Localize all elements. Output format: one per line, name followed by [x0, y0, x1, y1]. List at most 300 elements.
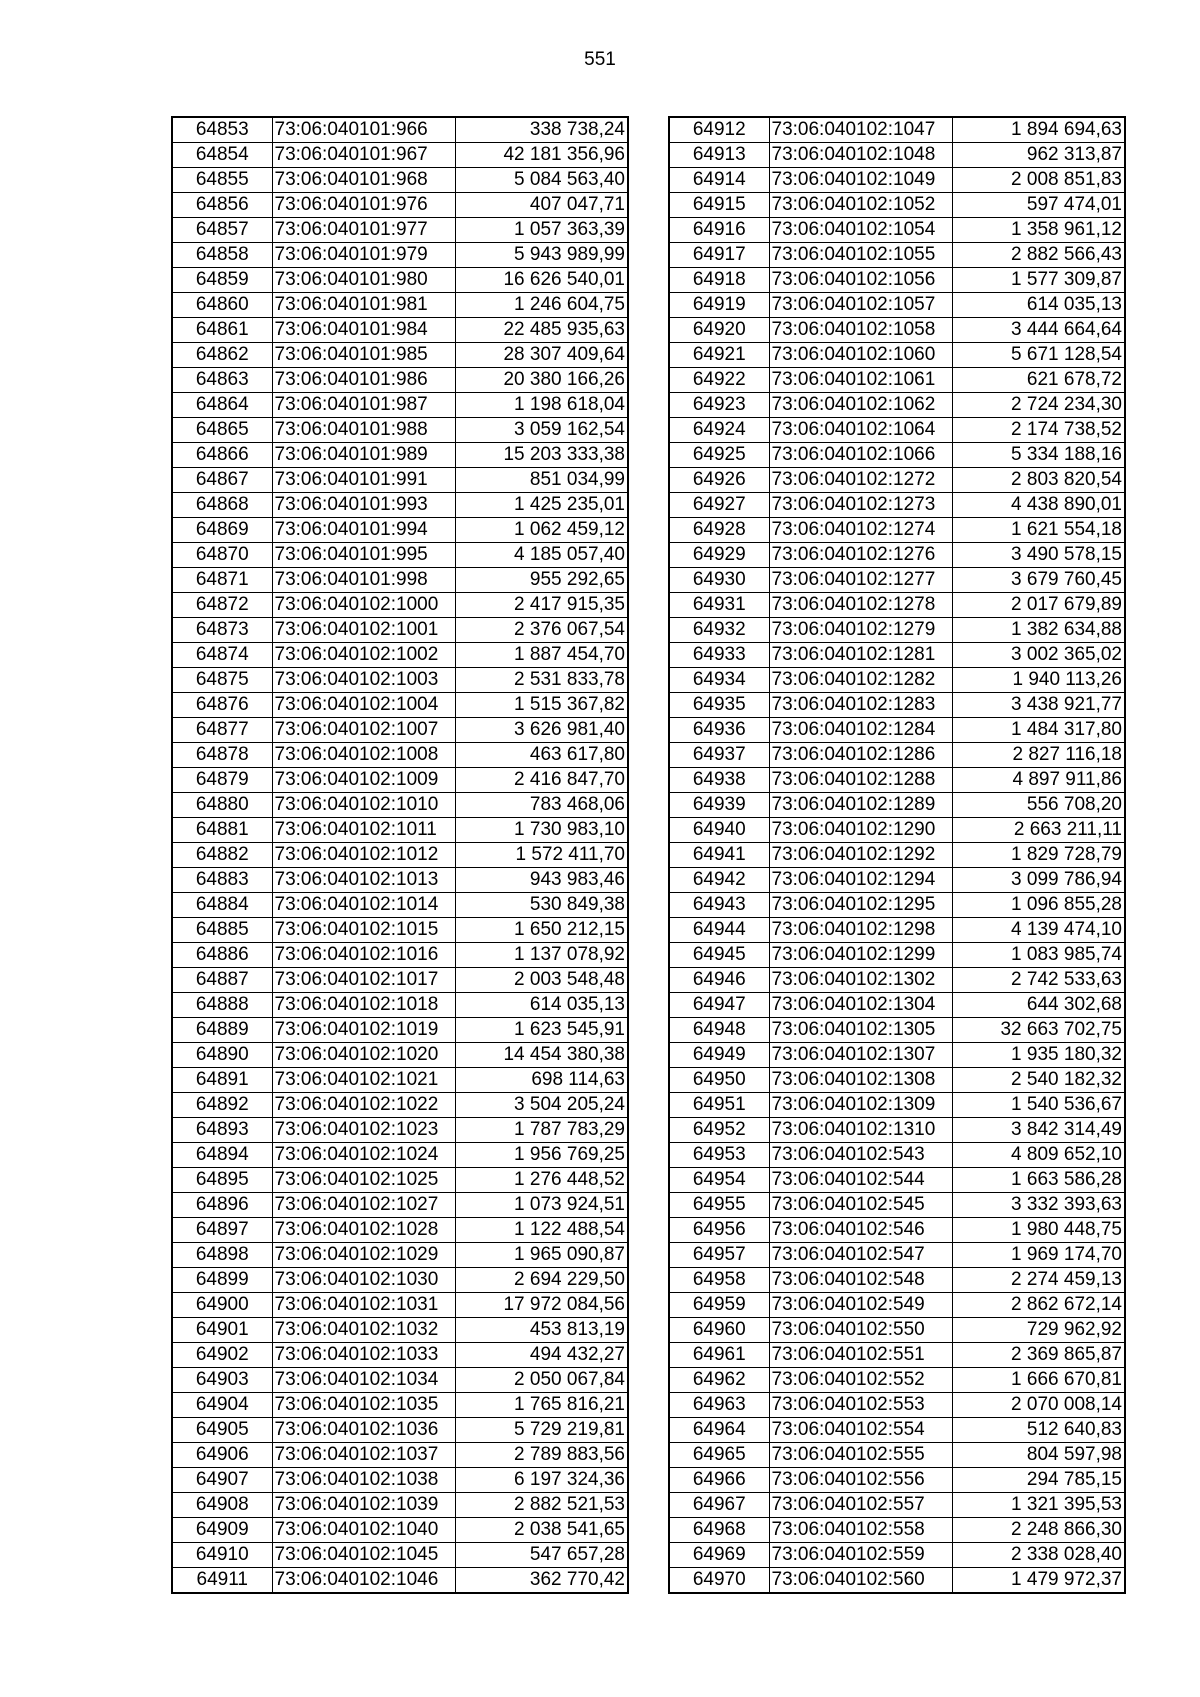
table-row — [172, 543, 628, 568]
row-number-cell: 64868 — [172, 493, 272, 518]
value-cell: 3 842 314,49 — [952, 1118, 1125, 1143]
cadastral-number-cell: 73:06:040101:981 — [272, 293, 455, 318]
cadastral-number-cell: 73:06:040102:1031 — [272, 1293, 455, 1318]
row-number-cell: 64861 — [172, 318, 272, 343]
row-number-cell: 64890 — [172, 1043, 272, 1068]
table-row — [172, 193, 628, 218]
cadastral-number-cell: 73:06:040102:1302 — [769, 968, 952, 993]
value-cell: 5 729 219,81 — [455, 1418, 628, 1443]
value-cell: 1 540 536,67 — [952, 1093, 1125, 1118]
cadastral-number-cell: 73:06:040102:1047 — [769, 117, 952, 143]
value-cell: 1 276 448,52 — [455, 1168, 628, 1193]
table-row — [172, 1368, 628, 1393]
row-number-cell: 64922 — [669, 368, 769, 393]
table-row — [669, 393, 1125, 418]
cadastral-number-cell: 73:06:040102:1004 — [272, 693, 455, 718]
value-cell: 2 050 067,84 — [455, 1368, 628, 1393]
table-row — [172, 1393, 628, 1418]
value-cell: 1 623 545,91 — [455, 1018, 628, 1043]
row-number-cell: 64873 — [172, 618, 272, 643]
table-row — [669, 518, 1125, 543]
cadastral-number-cell: 73:06:040102:547 — [769, 1243, 952, 1268]
value-cell: 1 829 728,79 — [952, 843, 1125, 868]
table-row — [669, 1518, 1125, 1543]
cadastral-number-cell: 73:06:040101:979 — [272, 243, 455, 268]
table-row — [669, 243, 1125, 268]
row-number-cell: 64918 — [669, 268, 769, 293]
table-row — [669, 1093, 1125, 1118]
cadastral-number-cell: 73:06:040102:1307 — [769, 1043, 952, 1068]
value-cell: 5 943 989,99 — [455, 243, 628, 268]
cadastral-number-cell: 73:06:040102:1055 — [769, 243, 952, 268]
cadastral-number-cell: 73:06:040102:1278 — [769, 593, 952, 618]
table-row — [172, 1068, 628, 1093]
value-cell: 5 334 188,16 — [952, 443, 1125, 468]
cadastral-number-cell: 73:06:040102:560 — [769, 1568, 952, 1594]
table-row — [172, 818, 628, 843]
row-number-cell: 64855 — [172, 168, 272, 193]
table-row — [669, 1393, 1125, 1418]
cadastral-number-cell: 73:06:040102:1038 — [272, 1468, 455, 1493]
value-cell: 1 621 554,18 — [952, 518, 1125, 543]
table-row — [172, 1468, 628, 1493]
row-number-cell: 64904 — [172, 1393, 272, 1418]
value-cell: 32 663 702,75 — [952, 1018, 1125, 1043]
row-number-cell: 64936 — [669, 718, 769, 743]
table-row — [172, 793, 628, 818]
cadastral-number-cell: 73:06:040102:1000 — [272, 593, 455, 618]
row-number-cell: 64941 — [669, 843, 769, 868]
cadastral-number-cell: 73:06:040102:1010 — [272, 793, 455, 818]
table-row — [172, 668, 628, 693]
row-number-cell: 64909 — [172, 1518, 272, 1543]
table-row — [172, 1218, 628, 1243]
table-row — [669, 643, 1125, 668]
cadastral-number-cell: 73:06:040102:1027 — [272, 1193, 455, 1218]
table-row — [172, 293, 628, 318]
cadastral-number-cell: 73:06:040102:1036 — [272, 1418, 455, 1443]
value-cell: 943 983,46 — [455, 868, 628, 893]
table-row — [172, 268, 628, 293]
row-number-cell: 64970 — [669, 1568, 769, 1594]
cadastral-number-cell: 73:06:040101:987 — [272, 393, 455, 418]
cadastral-number-cell: 73:06:040101:967 — [272, 143, 455, 168]
cadastral-number-cell: 73:06:040102:1007 — [272, 718, 455, 743]
row-number-cell: 64939 — [669, 793, 769, 818]
value-cell: 1 479 972,37 — [952, 1568, 1125, 1594]
value-cell: 1 083 985,74 — [952, 943, 1125, 968]
value-cell: 3 490 578,15 — [952, 543, 1125, 568]
table-row — [669, 943, 1125, 968]
row-number-cell: 64859 — [172, 268, 272, 293]
value-cell: 1 382 634,88 — [952, 618, 1125, 643]
value-cell: 1 894 694,63 — [952, 117, 1125, 143]
table-row — [172, 1518, 628, 1543]
row-number-cell: 64862 — [172, 343, 272, 368]
table-row — [172, 1293, 628, 1318]
row-number-cell: 64919 — [669, 293, 769, 318]
cadastral-number-cell: 73:06:040101:985 — [272, 343, 455, 368]
row-number-cell: 64917 — [669, 243, 769, 268]
row-number-cell: 64953 — [669, 1143, 769, 1168]
cadastral-number-cell: 73:06:040102:545 — [769, 1193, 952, 1218]
value-cell: 1 122 488,54 — [455, 1218, 628, 1243]
table-row — [172, 243, 628, 268]
row-number-cell: 64878 — [172, 743, 272, 768]
cadastral-number-cell: 73:06:040102:1273 — [769, 493, 952, 518]
cadastral-number-cell: 73:06:040101:989 — [272, 443, 455, 468]
table-row — [172, 1418, 628, 1443]
cadastral-number-cell: 73:06:040102:1310 — [769, 1118, 952, 1143]
table-row — [669, 593, 1125, 618]
value-cell: 3 679 760,45 — [952, 568, 1125, 593]
table-row — [172, 368, 628, 393]
row-number-cell: 64888 — [172, 993, 272, 1018]
row-number-cell: 64954 — [669, 1168, 769, 1193]
cadastral-number-cell: 73:06:040102:1017 — [272, 968, 455, 993]
cadastral-number-cell: 73:06:040102:1012 — [272, 843, 455, 868]
value-cell: 2 882 566,43 — [952, 243, 1125, 268]
table-row — [172, 843, 628, 868]
table-row — [172, 993, 628, 1018]
row-number-cell: 64900 — [172, 1293, 272, 1318]
value-cell: 2 174 738,52 — [952, 418, 1125, 443]
row-number-cell: 64916 — [669, 218, 769, 243]
cadastral-number-cell: 73:06:040102:1298 — [769, 918, 952, 943]
cadastral-number-cell: 73:06:040102:1034 — [272, 1368, 455, 1393]
table-row — [172, 718, 628, 743]
value-cell: 5 671 128,54 — [952, 343, 1125, 368]
table-row — [669, 268, 1125, 293]
row-number-cell: 64946 — [669, 968, 769, 993]
value-cell: 4 139 474,10 — [952, 918, 1125, 943]
cadastral-number-cell: 73:06:040102:1001 — [272, 618, 455, 643]
cadastral-number-cell: 73:06:040102:544 — [769, 1168, 952, 1193]
row-number-cell: 64935 — [669, 693, 769, 718]
row-number-cell: 64889 — [172, 1018, 272, 1043]
cadastral-number-cell: 73:06:040102:1023 — [272, 1118, 455, 1143]
cadastral-number-cell: 73:06:040102:543 — [769, 1143, 952, 1168]
row-number-cell: 64961 — [669, 1343, 769, 1368]
row-number-cell: 64952 — [669, 1118, 769, 1143]
cadastral-number-cell: 73:06:040102:1049 — [769, 168, 952, 193]
table-row — [669, 1143, 1125, 1168]
cadastral-number-cell: 73:06:040102:1037 — [272, 1443, 455, 1468]
row-number-cell: 64886 — [172, 943, 272, 968]
row-number-cell: 64931 — [669, 593, 769, 618]
table-row — [669, 718, 1125, 743]
row-number-cell: 64967 — [669, 1493, 769, 1518]
value-cell: 2 338 028,40 — [952, 1543, 1125, 1568]
value-cell: 2 003 548,48 — [455, 968, 628, 993]
table-row — [172, 868, 628, 893]
table-row — [669, 1543, 1125, 1568]
row-number-cell: 64881 — [172, 818, 272, 843]
value-cell: 407 047,71 — [455, 193, 628, 218]
row-number-cell: 64898 — [172, 1243, 272, 1268]
row-number-cell: 64891 — [172, 1068, 272, 1093]
row-number-cell: 64958 — [669, 1268, 769, 1293]
table-row — [669, 418, 1125, 443]
row-number-cell: 64864 — [172, 393, 272, 418]
row-number-cell: 64908 — [172, 1493, 272, 1518]
value-cell: 1 425 235,01 — [455, 493, 628, 518]
cadastral-number-cell: 73:06:040102:1295 — [769, 893, 952, 918]
table-row — [669, 1168, 1125, 1193]
row-number-cell: 64860 — [172, 293, 272, 318]
cadastral-number-cell: 73:06:040102:1058 — [769, 318, 952, 343]
cadastral-number-cell: 73:06:040102:1035 — [272, 1393, 455, 1418]
cadastral-number-cell: 73:06:040102:559 — [769, 1543, 952, 1568]
table-row — [669, 1118, 1125, 1143]
value-cell: 698 114,63 — [455, 1068, 628, 1093]
table-row — [669, 918, 1125, 943]
cadastral-number-cell: 73:06:040102:1057 — [769, 293, 952, 318]
cadastral-number-cell: 73:06:040102:1276 — [769, 543, 952, 568]
row-number-cell: 64911 — [172, 1568, 272, 1594]
table-row — [172, 1318, 628, 1343]
cadastral-number-cell: 73:06:040102:556 — [769, 1468, 952, 1493]
row-number-cell: 64869 — [172, 518, 272, 543]
table-row — [172, 643, 628, 668]
value-cell: 1 321 395,53 — [952, 1493, 1125, 1518]
cadastral-number-cell: 73:06:040102:1028 — [272, 1218, 455, 1243]
table-row — [669, 1318, 1125, 1343]
table-row — [669, 1568, 1125, 1594]
table-row — [669, 868, 1125, 893]
cadastral-number-cell: 73:06:040102:1061 — [769, 368, 952, 393]
row-number-cell: 64938 — [669, 768, 769, 793]
row-number-cell: 64948 — [669, 1018, 769, 1043]
row-number-cell: 64966 — [669, 1468, 769, 1493]
value-cell: 851 034,99 — [455, 468, 628, 493]
cadastral-number-cell: 73:06:040102:1056 — [769, 268, 952, 293]
cadastral-number-cell: 73:06:040102:1030 — [272, 1268, 455, 1293]
table-row — [669, 1493, 1125, 1518]
table-row — [172, 1568, 628, 1594]
value-cell: 294 785,15 — [952, 1468, 1125, 1493]
table-row — [669, 1418, 1125, 1443]
table-row — [172, 1543, 628, 1568]
row-number-cell: 64943 — [669, 893, 769, 918]
value-cell: 494 432,27 — [455, 1343, 628, 1368]
value-cell: 1 666 670,81 — [952, 1368, 1125, 1393]
table-row — [669, 843, 1125, 868]
row-number-cell: 64885 — [172, 918, 272, 943]
cadastral-number-cell: 73:06:040102:1020 — [272, 1043, 455, 1068]
value-cell: 2 017 679,89 — [952, 593, 1125, 618]
table-row — [172, 418, 628, 443]
cadastral-number-cell: 73:06:040102:1292 — [769, 843, 952, 868]
value-cell: 2 827 116,18 — [952, 743, 1125, 768]
table-row — [669, 1293, 1125, 1318]
table-row — [172, 143, 628, 168]
table-row — [172, 1168, 628, 1193]
row-number-cell: 64960 — [669, 1318, 769, 1343]
row-number-cell: 64956 — [669, 1218, 769, 1243]
row-number-cell: 64882 — [172, 843, 272, 868]
value-cell: 530 849,38 — [455, 893, 628, 918]
row-number-cell: 64928 — [669, 518, 769, 543]
cadastral-number-cell: 73:06:040102:1308 — [769, 1068, 952, 1093]
value-cell: 6 197 324,36 — [455, 1468, 628, 1493]
table-row — [669, 368, 1125, 393]
table-row — [669, 343, 1125, 368]
value-cell: 1 965 090,87 — [455, 1243, 628, 1268]
value-cell: 2 531 833,78 — [455, 668, 628, 693]
cadastral-number-cell: 73:06:040102:1060 — [769, 343, 952, 368]
table-row — [172, 618, 628, 643]
row-number-cell: 64940 — [669, 818, 769, 843]
row-number-cell: 64944 — [669, 918, 769, 943]
row-number-cell: 64932 — [669, 618, 769, 643]
value-cell: 3 438 921,77 — [952, 693, 1125, 718]
row-number-cell: 64920 — [669, 318, 769, 343]
value-cell: 463 617,80 — [455, 743, 628, 768]
row-number-cell: 64912 — [669, 117, 769, 143]
table-row — [172, 117, 628, 143]
cadastral-number-cell: 73:06:040101:995 — [272, 543, 455, 568]
cadastral-number-cell: 73:06:040102:1282 — [769, 668, 952, 693]
value-cell: 1 515 367,82 — [455, 693, 628, 718]
value-cell: 1 246 604,75 — [455, 293, 628, 318]
row-number-cell: 64854 — [172, 143, 272, 168]
table-row — [669, 1243, 1125, 1268]
cadastral-number-cell: 73:06:040102:1018 — [272, 993, 455, 1018]
cadastral-number-cell: 73:06:040102:1046 — [272, 1568, 455, 1594]
row-number-cell: 64957 — [669, 1243, 769, 1268]
value-cell: 2 862 672,14 — [952, 1293, 1125, 1318]
row-number-cell: 64858 — [172, 243, 272, 268]
cadastral-number-cell: 73:06:040102:1289 — [769, 793, 952, 818]
row-number-cell: 64892 — [172, 1093, 272, 1118]
cadastral-number-cell: 73:06:040102:1025 — [272, 1168, 455, 1193]
table-row — [669, 468, 1125, 493]
cadastral-number-cell: 73:06:040101:991 — [272, 468, 455, 493]
value-cell: 4 809 652,10 — [952, 1143, 1125, 1168]
row-number-cell: 64959 — [669, 1293, 769, 1318]
cadastral-number-cell: 73:06:040102:1045 — [272, 1543, 455, 1568]
value-cell: 512 640,83 — [952, 1418, 1125, 1443]
row-number-cell: 64879 — [172, 768, 272, 793]
cadastral-number-cell: 73:06:040101:976 — [272, 193, 455, 218]
row-number-cell: 64913 — [669, 143, 769, 168]
value-cell: 28 307 409,64 — [455, 343, 628, 368]
value-cell: 1 650 212,15 — [455, 918, 628, 943]
row-number-cell: 64897 — [172, 1218, 272, 1243]
table-row — [669, 543, 1125, 568]
value-cell: 1 484 317,80 — [952, 718, 1125, 743]
value-cell: 42 181 356,96 — [455, 143, 628, 168]
page-number: 551 — [584, 49, 616, 70]
table-row — [669, 1018, 1125, 1043]
table-row — [172, 1118, 628, 1143]
table-row — [172, 1043, 628, 1068]
table-row — [172, 593, 628, 618]
row-number-cell: 64870 — [172, 543, 272, 568]
row-number-cell: 64894 — [172, 1143, 272, 1168]
value-cell: 1 096 855,28 — [952, 893, 1125, 918]
table-row — [669, 968, 1125, 993]
value-cell: 3 626 981,40 — [455, 718, 628, 743]
table-row — [669, 1343, 1125, 1368]
cadastral-number-cell: 73:06:040102:548 — [769, 1268, 952, 1293]
row-number-cell: 64899 — [172, 1268, 272, 1293]
row-number-cell: 64863 — [172, 368, 272, 393]
value-cell: 1 940 113,26 — [952, 668, 1125, 693]
value-cell: 644 302,68 — [952, 993, 1125, 1018]
value-cell: 2 803 820,54 — [952, 468, 1125, 493]
table-row — [669, 818, 1125, 843]
table-row — [172, 1143, 628, 1168]
value-cell: 4 438 890,01 — [952, 493, 1125, 518]
value-cell: 804 597,98 — [952, 1443, 1125, 1468]
cadastral-number-cell: 73:06:040102:1040 — [272, 1518, 455, 1543]
table-row — [669, 1268, 1125, 1293]
cadastral-number-cell: 73:06:040101:998 — [272, 568, 455, 593]
cadastral-number-cell: 73:06:040102:549 — [769, 1293, 952, 1318]
value-cell: 2 008 851,83 — [952, 168, 1125, 193]
value-cell: 4 185 057,40 — [455, 543, 628, 568]
table-row — [172, 1193, 628, 1218]
cadastral-number-cell: 73:06:040101:984 — [272, 318, 455, 343]
value-cell: 1 137 078,92 — [455, 943, 628, 968]
row-number-cell: 64884 — [172, 893, 272, 918]
cadastral-number-cell: 73:06:040102:1288 — [769, 768, 952, 793]
row-number-cell: 64866 — [172, 443, 272, 468]
row-number-cell: 64921 — [669, 343, 769, 368]
cadastral-number-cell: 73:06:040102:1062 — [769, 393, 952, 418]
value-cell: 338 738,24 — [455, 117, 628, 143]
row-number-cell: 64942 — [669, 868, 769, 893]
cadastral-number-cell: 73:06:040101:977 — [272, 218, 455, 243]
row-number-cell: 64880 — [172, 793, 272, 818]
value-cell: 1 572 411,70 — [455, 843, 628, 868]
value-cell: 3 059 162,54 — [455, 418, 628, 443]
table-row — [172, 1443, 628, 1468]
value-cell: 2 540 182,32 — [952, 1068, 1125, 1093]
cadastral-number-cell: 73:06:040102:1272 — [769, 468, 952, 493]
cadastral-number-cell: 73:06:040102:1016 — [272, 943, 455, 968]
row-number-cell: 64883 — [172, 868, 272, 893]
value-cell: 2 038 541,65 — [455, 1518, 628, 1543]
value-cell: 453 813,19 — [455, 1318, 628, 1343]
value-cell: 2 789 883,56 — [455, 1443, 628, 1468]
table-left — [171, 116, 629, 1594]
table-row — [669, 1193, 1125, 1218]
value-cell: 3 504 205,24 — [455, 1093, 628, 1118]
cadastral-number-cell: 73:06:040102:1022 — [272, 1093, 455, 1118]
value-cell: 1 935 180,32 — [952, 1043, 1125, 1068]
value-cell: 2 369 865,87 — [952, 1343, 1125, 1368]
cadastral-number-cell: 73:06:040102:1008 — [272, 743, 455, 768]
value-cell: 5 084 563,40 — [455, 168, 628, 193]
cadastral-number-cell: 73:06:040101:966 — [272, 117, 455, 143]
value-cell: 1 663 586,28 — [952, 1168, 1125, 1193]
row-number-cell: 64856 — [172, 193, 272, 218]
cadastral-number-cell: 73:06:040102:1054 — [769, 218, 952, 243]
value-cell: 2 274 459,13 — [952, 1268, 1125, 1293]
row-number-cell: 64924 — [669, 418, 769, 443]
row-number-cell: 64876 — [172, 693, 272, 718]
table-row — [669, 743, 1125, 768]
cadastral-number-cell: 73:06:040102:1279 — [769, 618, 952, 643]
row-number-cell: 64914 — [669, 168, 769, 193]
cadastral-number-cell: 73:06:040102:1032 — [272, 1318, 455, 1343]
table-row — [172, 493, 628, 518]
table-row — [669, 117, 1125, 143]
cadastral-number-cell: 73:06:040102:1283 — [769, 693, 952, 718]
